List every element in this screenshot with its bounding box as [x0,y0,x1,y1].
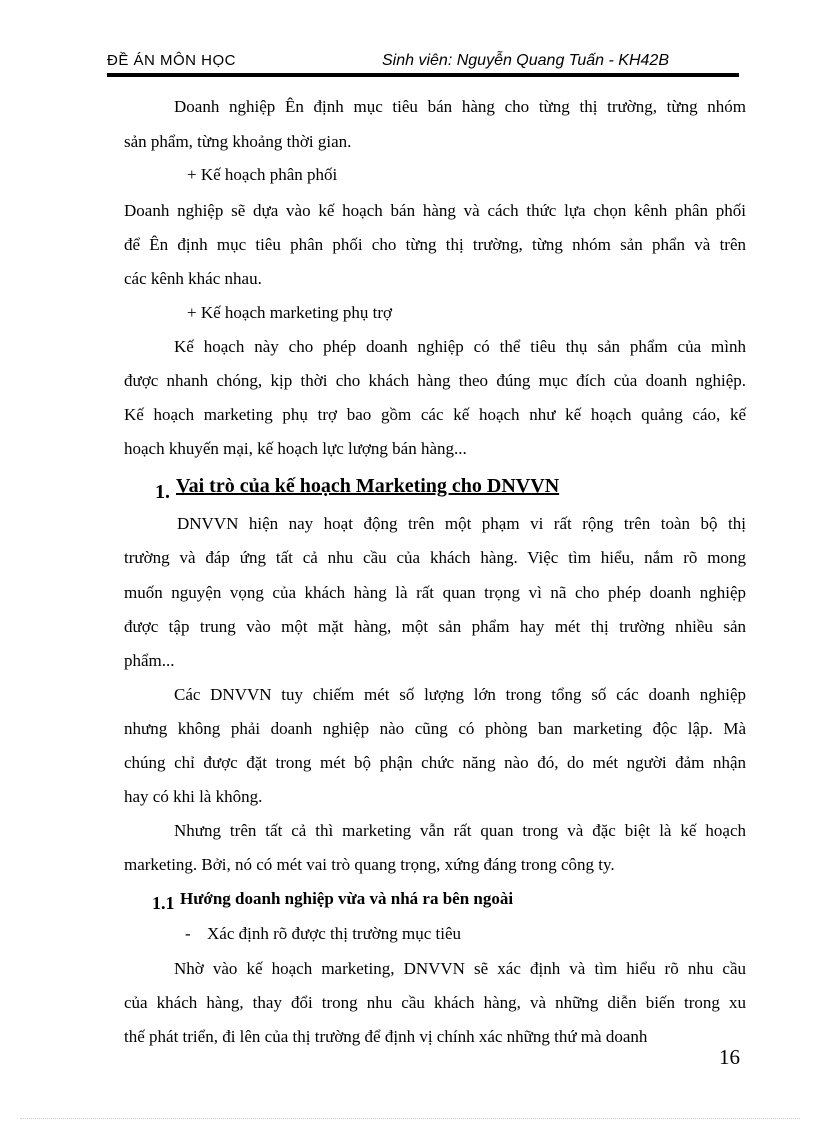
paragraph-line: Nhưng trên tất cả thì marketing vẫn rất quan trong và đặc biệt là kế hoạch [174,821,746,840]
paragraph-line: marketing. Bởi, nó có mét vai trò quang trọng, xứng đáng trong công ty. [124,855,615,874]
paragraph-line: nhưng không phải doanh nghiệp nào cũng có phòng ban marketing độc lập. Mà [124,719,746,738]
paragraph-line: hoạch khuyến mại, kế hoạch lực lượng bán hàng... [124,439,467,458]
paragraph-line: DNVVN hiện nay hoạt động trên một phạm vi rất rộng trên toàn bộ thị [177,514,746,533]
subsection-title: Hướng doanh nghiệp vừa và nhá ra bên ngoài [180,889,514,908]
paragraph-line: thế phát triển, đi lên của thị trường để định vị chính xác những thứ mà doanh [124,1027,648,1046]
paragraph-line: Các DNVVN tuy chiếm mét số lượng lớn trong tổng số các doanh nghiệp [174,685,746,704]
paragraph-line: Kế hoạch này cho phép doanh nghiệp có thể tiêu thụ sản phẩm của mình [174,337,746,356]
bullet-marker: - [185,924,191,943]
section-number: 1. [155,481,170,503]
paragraph-line: hay có khi là không. [124,787,263,806]
paragraph-line: phẩm... [124,651,175,670]
paragraph-line: Nhờ vào kế hoạch marketing, DNVVN sẽ xác định và tìm hiểu rõ nhu cầu [174,959,746,978]
paragraph-line: muốn nguyện vọng của khách hàng là rất quan trọng vì nã cho phép doanh nghiệp [124,583,746,602]
paragraph-line: được nhanh chóng, kịp thời cho khách hàng theo đúng mục đích của doanh nghiệp. [124,371,746,390]
bullet-text: Xác định rõ được thị trường mục tiêu [207,924,462,943]
footer-divider [20,1118,800,1119]
section-title: Vai trò của kế hoạch Marketing cho DNVVN [176,475,560,497]
paragraph-line: để Ên định mục tiêu phân phối cho từng thị trường, từng nhóm sản phẩn và trên [124,235,746,254]
paragraph-line: được tập trung vào một mặt hàng, một sản phẩm hay mét thị trường nhiều sản [124,617,746,636]
paragraph-line: Doanh nghiệp sẽ dựa vào kế hoạch bán hàng và cách thức lựa chọn kênh phân phối [124,201,746,220]
paragraph-line: các kênh khác nhau. [124,269,262,288]
paragraph-line: Kế hoạch marketing phụ trợ bao gồm các kế hoạch như kế hoạch quảng cáo, kế [124,405,746,424]
paragraph-line: của khách hàng, thay đổi trong nhu cầu khách hàng, và những diễn biến trong xu [124,993,746,1012]
paragraph-line: Doanh nghiệp Ên định mục tiêu bán hàng cho từng thị trường, từng nhóm [174,97,746,116]
paragraph-line: chúng chỉ được đặt trong mét bộ phận chức năng nào đó, do mét người đảm nhận [124,753,746,772]
page-header-left: ĐỀ ÁN MÔN HỌC [107,52,237,69]
page-header-right: Sinh viên: Nguyễn Quang Tuấn - KH42B [382,52,669,69]
list-item-support: + Kế hoạch marketing phụ trợ [187,303,393,322]
subsection-number: 1.1 [152,893,175,913]
list-item-distribution: + Kế hoạch phân phối [187,165,338,184]
page-number: 16 [719,1045,740,1069]
paragraph-line: sản phẩm, từng khoảng thời gian. [124,132,352,151]
header-rule [107,73,739,77]
paragraph-line: trường và đáp ứng tất cả nhu cầu của khách hàng. Việc tìm hiểu, nắm rõ mong [124,548,746,567]
bullet-item [185,923,462,945]
